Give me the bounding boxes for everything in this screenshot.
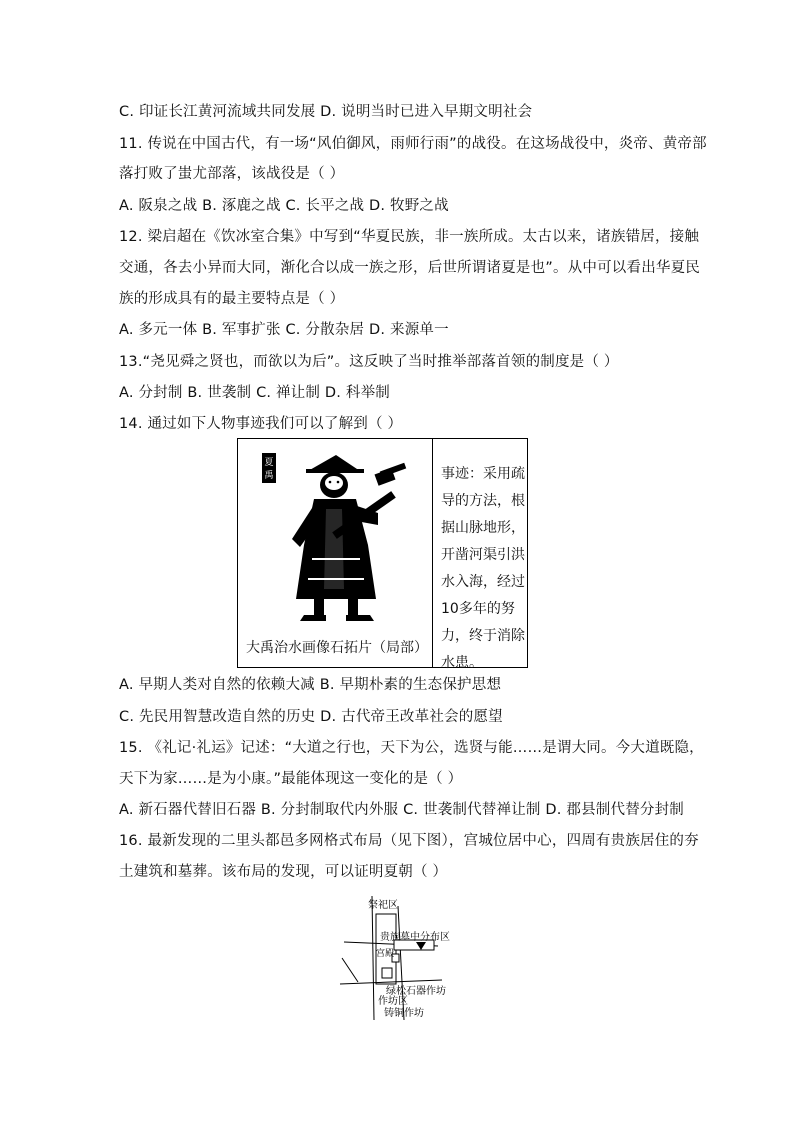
figure-caption: 大禹治水画像石拓片（局部） bbox=[246, 640, 428, 656]
table-divider bbox=[432, 439, 433, 667]
q12-stem-line-1: 12. 梁启超在《饮冰室合集》中写到“华夏民族，非一族所成。太古以来，诸族错居，接触 bbox=[119, 229, 700, 245]
q16-stem-line-2: 土建筑和墓葬。该布局的发现，可以证明夏朝（ ） bbox=[119, 864, 448, 880]
q14-options-line-2: C. 先民用智慧改造自然的历史 D. 古代帝王改革社会的愿望 bbox=[119, 709, 503, 725]
seal-char-2: 禹 bbox=[264, 471, 274, 481]
q14-options-line-1: A. 早期人类对自然的依赖大减 B. 早期朴素的生态保护思想 bbox=[119, 677, 502, 693]
q14-stem: 14. 通过如下人物事迹我们可以了解到（ ） bbox=[119, 416, 403, 432]
map-label-bronze: 铸铜作坊 bbox=[384, 1008, 424, 1019]
q13-options: A. 分封制 B. 世袭制 C. 禅让制 D. 科举制 bbox=[119, 385, 391, 401]
q15-stem-line-2: 天下为家……是为小康。”最能体现这一变化的是（ ） bbox=[119, 771, 463, 787]
q12-stem-line-2: 交通，各去小异而大同，渐化合以成一族之形，后世所谓诸夏是也”。从中可以看出华夏民 bbox=[119, 260, 701, 276]
map-label-noble: 贵族墓中分布区 bbox=[380, 932, 450, 943]
q13-stem: 13.“尧见舜之贤也，而欲以为后”。这反映了当时推举部落首领的制度是（ ） bbox=[119, 354, 619, 370]
q11-stem-line-1: 11. 传说在中国古代，有一场“风伯御风，雨师行雨”的战役。在这场战役中，炎帝、黄帝部 bbox=[119, 136, 707, 152]
map-label-turquoise: 绿松石器作坊 bbox=[386, 986, 446, 997]
q11-stem-line-2: 落打败了蚩尤部落，该战役是（ ） bbox=[119, 166, 345, 182]
q15-options: A. 新石器代替旧石器 B. 分封制取代内外服 C. 世袭制代替禅让制 D. 郡县制代替分封制 bbox=[119, 802, 684, 818]
map-label-palace: 宫殿 bbox=[376, 949, 395, 959]
map-label-workshop: 作坊区 bbox=[378, 996, 408, 1007]
dayu-rubbing-figure bbox=[256, 449, 416, 629]
q12-options: A. 多元一体 B. 军事扩张 C. 分散杂居 D. 来源单一 bbox=[119, 322, 449, 338]
q15-stem-line-1: 15. 《礼记·礼运》记述：“大道之行也，天下为公，选贤与能……是谓大同。今大道既隐， bbox=[119, 740, 704, 756]
q12-stem-line-3: 族的形成具有的最主要特点是（ ） bbox=[119, 291, 345, 307]
q16-stem-line-1: 16. 最新发现的二里头都邑多网格式布局（见下图），宫城位居中心，四周有贵族居住的夯 bbox=[119, 833, 699, 849]
q10-options-line: C. 印证长江黄河流域共同发展 D. 说明当时已进入早期文明社会 bbox=[119, 104, 533, 120]
q14-figure-table bbox=[237, 438, 528, 671]
q11-options: A. 阪泉之战 B. 涿鹿之战 C. 长平之战 D. 牧野之战 bbox=[119, 198, 449, 214]
deeds-text: 事迹：采用疏导的方法，根据山脉地形，开凿河渠引洪水入海，经过10多年的努力，终于消除水患。 bbox=[441, 466, 525, 671]
seal-char-1: 夏 bbox=[264, 458, 274, 468]
map-label-sacrifice: 祭祀区 bbox=[368, 900, 398, 911]
erlitou-layout-map bbox=[338, 896, 468, 1020]
